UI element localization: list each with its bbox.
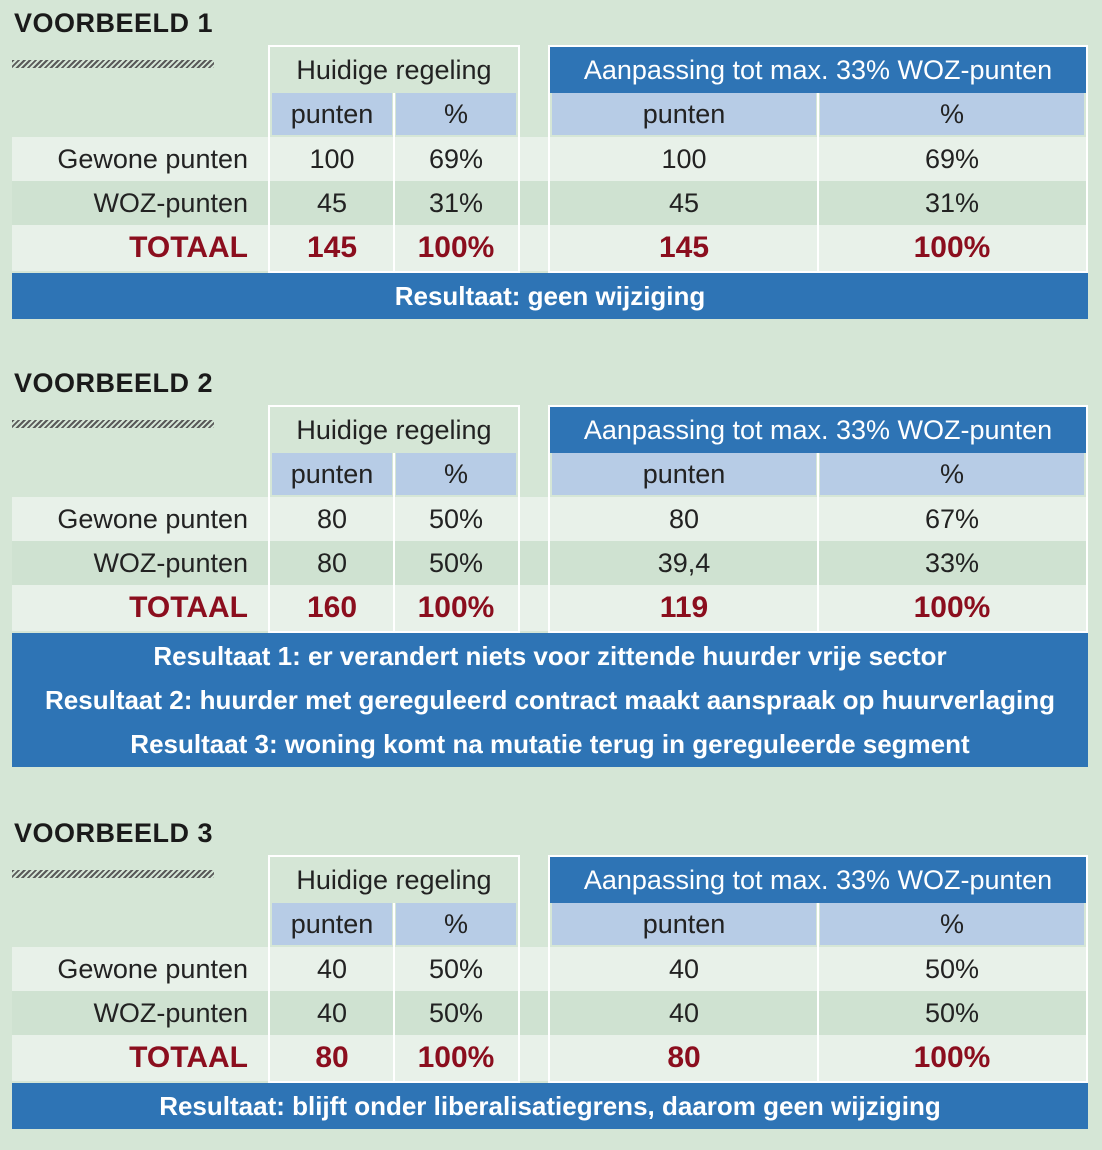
new-percent-value: 33% <box>924 547 980 578</box>
current-percent-value: 50% <box>428 953 484 984</box>
new-points-value: 40 <box>668 997 700 1028</box>
example-title: VOORBEELD 2 <box>14 368 214 398</box>
current-percent-value: 100% <box>417 231 495 264</box>
new-percent-header: % <box>820 453 1084 495</box>
label-total: TOTAAL <box>129 591 248 624</box>
new-percent-value: 50% <box>924 997 980 1028</box>
result-text: Resultaat 1: er verandert niets voor zittende huurder vrije sector <box>153 641 947 671</box>
label-regular-points: Gewone punten <box>57 503 248 534</box>
result-box <box>12 273 1088 319</box>
result-text: Resultaat 3: woning komt na mutatie terug in gereguleerde segment <box>130 729 970 759</box>
new-points-value: 39,4 <box>657 547 711 578</box>
current-percent-value: 100% <box>417 1041 495 1074</box>
new-percent-value: 100% <box>913 591 991 624</box>
hatch-decoration <box>12 420 214 428</box>
label-woz-points: WOZ-punten <box>93 547 248 578</box>
new-scheme-frame <box>548 45 1088 273</box>
new-scheme-header: Aanpassing tot max. 33% WOZ-punten <box>550 47 1086 93</box>
new-points-value: 100 <box>661 143 707 174</box>
label-regular-points: Gewone punten <box>57 953 248 984</box>
example-section <box>0 810 1102 1150</box>
current-percent-value: 69% <box>428 143 484 174</box>
new-percent-header: % <box>820 903 1084 945</box>
result-box <box>12 633 1088 767</box>
current-scheme-header: Huidige regeling <box>296 864 492 895</box>
new-scheme-frame <box>548 855 1088 1083</box>
example-section <box>0 360 1102 759</box>
new-points-value: 119 <box>659 591 709 624</box>
new-percent-value: 31% <box>924 187 980 218</box>
hatch-decoration <box>12 60 214 68</box>
example-title: VOORBEELD 3 <box>14 818 214 848</box>
new-scheme-frame <box>548 405 1088 633</box>
current-points-header: punten <box>272 903 392 945</box>
new-points-value: 40 <box>668 953 700 984</box>
current-scheme-header: Huidige regeling <box>296 414 492 445</box>
result-box <box>12 1083 1088 1129</box>
new-percent-value: 69% <box>924 143 980 174</box>
new-scheme-header: Aanpassing tot max. 33% WOZ-punten <box>550 407 1086 453</box>
current-percent-value: 100% <box>417 591 495 624</box>
current-points-header: punten <box>272 93 392 135</box>
new-points-value: 80 <box>668 503 700 534</box>
new-points-header: punten <box>552 93 816 135</box>
new-percent-value: 67% <box>924 503 980 534</box>
current-percent-header: % <box>396 453 516 495</box>
new-percent-value: 100% <box>913 231 991 264</box>
new-points-value: 45 <box>668 187 700 218</box>
current-points-value: 40 <box>316 953 348 984</box>
hatch-decoration <box>12 870 214 878</box>
new-percent-value: 100% <box>913 1041 991 1074</box>
label-total: TOTAAL <box>129 1041 248 1074</box>
new-scheme-header: Aanpassing tot max. 33% WOZ-punten <box>550 857 1086 903</box>
current-points-value: 45 <box>316 187 348 218</box>
current-percent-header: % <box>396 93 516 135</box>
label-woz-points: WOZ-punten <box>93 997 248 1028</box>
current-points-value: 80 <box>315 1041 349 1074</box>
new-percent-header: % <box>820 93 1084 135</box>
result-text: Resultaat: blijft onder liberalisatiegrens, daarom geen wijziging <box>159 1091 941 1121</box>
current-points-header: punten <box>272 453 392 495</box>
new-percent-value: 50% <box>924 953 980 984</box>
current-percent-value: 50% <box>428 997 484 1028</box>
current-points-value: 100 <box>309 143 355 174</box>
label-regular-points: Gewone punten <box>57 143 248 174</box>
new-points-value: 145 <box>658 231 710 264</box>
current-points-value: 40 <box>316 997 348 1028</box>
current-points-value: 80 <box>316 547 348 578</box>
current-points-value: 145 <box>306 231 358 264</box>
current-points-value: 80 <box>316 503 348 534</box>
current-scheme-header: Huidige regeling <box>296 54 492 85</box>
example-section <box>0 0 1102 340</box>
current-percent-value: 31% <box>428 187 484 218</box>
new-points-value: 80 <box>667 1041 701 1074</box>
current-scheme-frame <box>268 405 520 633</box>
label-total: TOTAAL <box>129 231 248 264</box>
result-text: Resultaat 2: huurder met gereguleerd contract maakt aanspraak op huurverlaging <box>45 685 1055 715</box>
current-percent-header: % <box>396 903 516 945</box>
new-points-header: punten <box>552 903 816 945</box>
result-text: Resultaat: geen wijziging <box>394 281 706 311</box>
current-percent-value: 50% <box>428 503 484 534</box>
example-title: VOORBEELD 1 <box>14 8 214 38</box>
current-percent-value: 50% <box>428 547 484 578</box>
current-scheme-frame <box>268 855 520 1083</box>
current-scheme-frame <box>268 45 520 273</box>
current-points-value: 160 <box>306 591 358 624</box>
label-woz-points: WOZ-punten <box>93 187 248 218</box>
new-points-header: punten <box>552 453 816 495</box>
